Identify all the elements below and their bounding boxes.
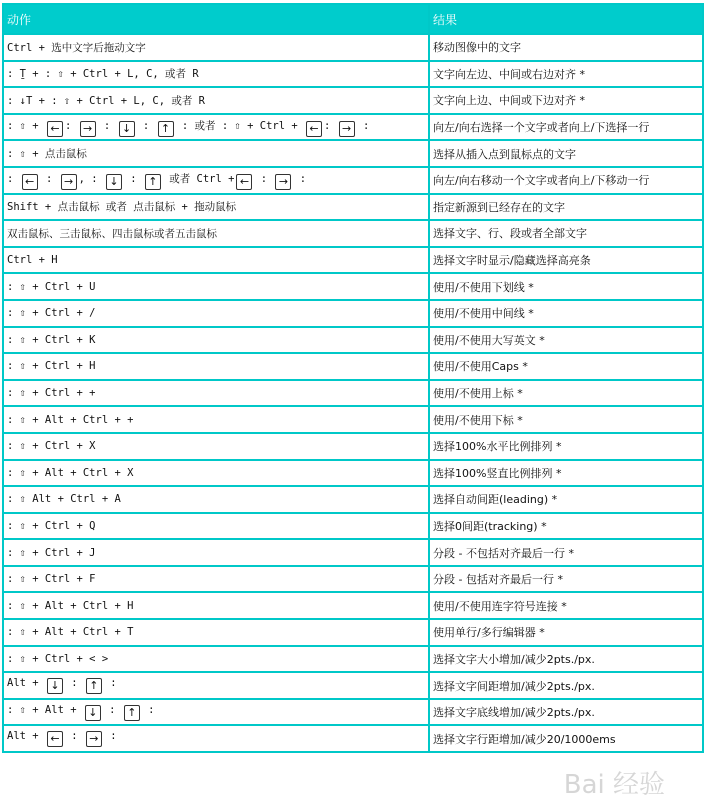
result-cell: 使用/不使用下划线 * (429, 273, 703, 300)
table-row (3, 460, 703, 487)
action-cell: : Ṯ + : ⇧ + Ctrl + L, C, 或者 R (3, 61, 429, 88)
shortcut-table (2, 3, 704, 753)
action-cell: : ⇧ + ← : → : ↓ : ↑ : 或者 : ⇧ + Ctrl + ← : → : (3, 114, 429, 141)
table-row (3, 646, 703, 673)
table-row (3, 486, 703, 513)
watermark: Bai 经验 (563, 770, 665, 800)
arrow-key-icon: ← (236, 174, 252, 190)
result-cell: 选择自动间距(leading) * (429, 486, 703, 513)
action-cell: : ⇧ + Ctrl + K (3, 327, 429, 354)
result-cell: 选择100%水平比例排列 * (429, 433, 703, 460)
action-cell: : ⇧ + Ctrl + + (3, 380, 429, 407)
action-cell: : ⇧ Alt + Ctrl + A (3, 486, 429, 513)
arrow-key-icon: → (80, 121, 96, 137)
table-row (3, 194, 703, 221)
table-row (3, 513, 703, 540)
result-cell: 移动图像中的文字 (429, 34, 703, 61)
table-row (3, 672, 703, 699)
action-cell: Shift + 点击鼠标 或者 点击鼠标 + 拖动鼠标 (3, 194, 429, 221)
result-cell: 使用/不使用大写英文 * (429, 327, 703, 354)
table-row (3, 247, 703, 274)
action-cell: : ⇧ + Ctrl + J (3, 539, 429, 566)
result-cell: 使用/不使用中间线 * (429, 300, 703, 327)
table-row (3, 140, 703, 167)
table-row (3, 273, 703, 300)
arrow-key-icon: → (275, 174, 291, 190)
result-cell: 使用/不使用上标 * (429, 380, 703, 407)
table-header-row (3, 4, 703, 34)
table-row (3, 566, 703, 593)
table-row (3, 87, 703, 114)
action-cell: Ctrl + H (3, 247, 429, 274)
result-cell: 文字向上边、中间或下边对齐 * (429, 87, 703, 114)
table-row (3, 34, 703, 61)
table-row (3, 353, 703, 380)
action-cell: : ⇧ + Alt + Ctrl + H (3, 592, 429, 619)
action-cell: : ← : → , : ↓ : ↑ 或者 Ctrl + ← : → : (3, 167, 429, 194)
action-cell: : ⇧ + Ctrl + < > (3, 646, 429, 673)
result-cell: 选择文字行距增加/减少20/1000ems (429, 725, 703, 752)
result-cell: 分段 - 不包括对齐最后一行 * (429, 539, 703, 566)
table-row (3, 592, 703, 619)
result-cell: 选择文字底线增加/减少2pts./px. (429, 699, 703, 726)
action-cell: : ⇧ + Ctrl + U (3, 273, 429, 300)
arrow-key-icon: ↓ (106, 174, 122, 190)
table-row (3, 220, 703, 247)
result-cell: 选择100%竖直比例排列 * (429, 460, 703, 487)
table-row (3, 406, 703, 433)
action-cell: : ↓T + : ⇧ + Ctrl + L, C, 或者 R (3, 87, 429, 114)
result-cell: 选择文字大小增加/减少2pts./px. (429, 646, 703, 673)
table-row (3, 380, 703, 407)
action-cell: Ctrl + 选中文字后拖动文字 (3, 34, 429, 61)
action-cell: : ⇧ + Ctrl + F (3, 566, 429, 593)
arrow-key-icon: ↓ (119, 121, 135, 137)
result-cell: 向左/向右移动一个文字或者向上/下移动一行 (429, 167, 703, 194)
table-row (3, 114, 703, 141)
arrow-key-icon: → (86, 731, 102, 747)
action-cell: Alt + ← : → : (3, 725, 429, 752)
header-action: 动作 (3, 4, 429, 34)
arrow-key-icon: ← (47, 121, 63, 137)
result-cell: 使用/不使用连字符号连接 * (429, 592, 703, 619)
result-cell: 指定新源到已经存在的文字 (429, 194, 703, 221)
result-cell: 使用单行/多行编辑器 * (429, 619, 703, 646)
table-row (3, 433, 703, 460)
result-cell: 选择文字间距增加/减少2pts./px. (429, 672, 703, 699)
action-cell: : ⇧ + Ctrl + H (3, 353, 429, 380)
arrow-key-icon: ← (22, 174, 38, 190)
result-cell: 选择文字时显示/隐藏选择高亮条 (429, 247, 703, 274)
result-cell: 分段 - 包括对齐最后一行 * (429, 566, 703, 593)
result-cell: 使用/不使用下标 * (429, 406, 703, 433)
table-row (3, 327, 703, 354)
arrow-key-icon: → (339, 121, 355, 137)
table-row (3, 725, 703, 752)
table-row (3, 699, 703, 726)
arrow-key-icon: ↓ (85, 705, 101, 721)
arrow-key-icon: ← (306, 121, 322, 137)
arrow-key-icon: ← (47, 731, 63, 747)
result-cell: 文字向左边、中间或右边对齐 * (429, 61, 703, 88)
header-result: 结果 (429, 4, 703, 34)
action-cell: : ⇧ + Ctrl + / (3, 300, 429, 327)
table-row (3, 539, 703, 566)
action-cell: : ⇧ + Ctrl + Q (3, 513, 429, 540)
action-cell: : ⇧ + Alt + Ctrl + T (3, 619, 429, 646)
action-cell: : ⇧ + 点击鼠标 (3, 140, 429, 167)
action-cell: Alt + ↓ : ↑ : (3, 672, 429, 699)
table-row (3, 61, 703, 88)
arrow-key-icon: ↓ (47, 678, 63, 694)
action-cell: : ⇧ + Alt + Ctrl + + (3, 406, 429, 433)
arrow-key-icon: ↑ (145, 174, 161, 190)
action-cell: : ⇧ + Ctrl + X (3, 433, 429, 460)
result-cell: 向左/向右选择一个文字或者向上/下选择一行 (429, 114, 703, 141)
action-cell: : ⇧ + Alt + Ctrl + X (3, 460, 429, 487)
table-row (3, 300, 703, 327)
action-cell: : ⇧ + Alt + ↓ : ↑ : (3, 699, 429, 726)
result-cell: 选择从插入点到鼠标点的文字 (429, 140, 703, 167)
arrow-key-icon: ↑ (124, 705, 140, 721)
arrow-key-icon: ↑ (86, 678, 102, 694)
table-row (3, 167, 703, 194)
table-row (3, 619, 703, 646)
action-cell: 双击鼠标、三击鼠标、四击鼠标或者五击鼠标 (3, 220, 429, 247)
result-cell: 使用/不使用Caps * (429, 353, 703, 380)
table-body (3, 34, 703, 752)
arrow-key-icon: → (61, 174, 77, 190)
result-cell: 选择文字、行、段或者全部文字 (429, 220, 703, 247)
arrow-key-icon: ↑ (158, 121, 174, 137)
result-cell: 选择0间距(tracking) * (429, 513, 703, 540)
